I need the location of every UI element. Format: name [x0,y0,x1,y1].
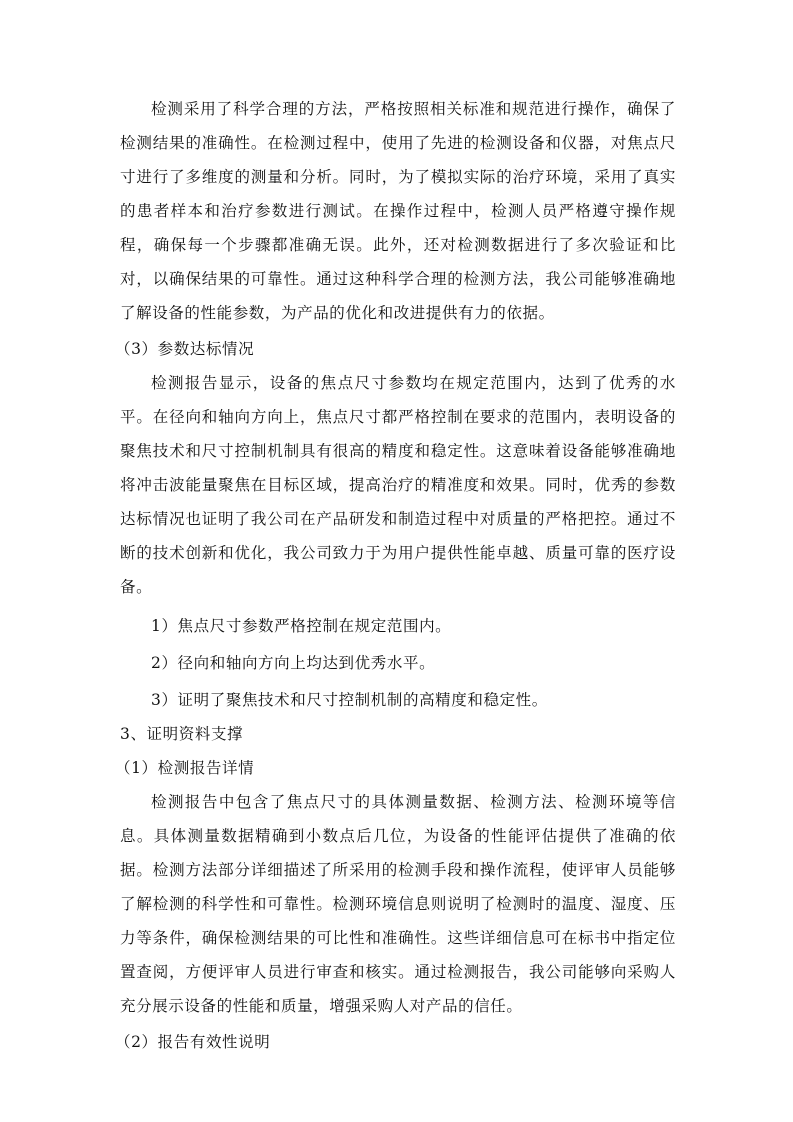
heading-report-validity: （2）报告有效性说明 [115,1033,271,1051]
list-item-2: 2）径向和轴向方向上均达到优秀水平。 [151,654,436,672]
paragraph-report-details: 检测报告中包含了焦点尺寸的具体测量数据、检测方法、检测环境等信息。具体测量数据精确到小数点后几位，为设备的性能评估提供了准确的依据。检测方法部分详细描述了所采用的检测手段和操作流程，使评审人员能够了解检测的科学性和可靠性。检测环境信息则说明了检测时的温度、湿度、压力等条件，确保检测结果的可比性和准确性。这些详细信息可在标书中指定位置查阅，方便评审人员进行审查和核实。通过检测报告，我公司能够向采购人充分展示设备的性能和质量，增强采购人对产品的信任。 [120,793,676,1015]
paragraph-test-method: 检测采用了科学合理的方法，严格按照相关标准和规范进行操作，确保了检测结果的准确性。在检测过程中，使用了先进的检测设备和仪器，对焦点尺寸进行了多维度的测量和分析。同时，为了模拟实际的治疗环境，采用了真实的患者样本和治疗参数进行测试。在操作过程中，检测人员严格遵守操作规程，确保每一个步骤都准确无误。此外，还对检测数据进行了多次验证和比对，以确保结果的可靠性。通过这种科学合理的检测方法，我公司能够准确地了解设备的性能参数，为产品的优化和改进提供有力的依据。 [120,100,676,322]
heading-parameter-compliance: （3）参数达标情况 [115,340,255,358]
list-item-1: 1）焦点尺寸参数严格控制在规定范围内。 [151,617,452,635]
document-page [115,92,676,1059]
list-item-3: 3）证明了聚焦技术和尺寸控制机制的高精度和稳定性。 [151,691,548,709]
paragraph-parameter-compliance: 检测报告显示，设备的焦点尺寸参数均在规定范围内，达到了优秀的水平。在径向和轴向方向上，焦点尺寸都严格控制在要求的范围内，表明设备的聚焦技术和尺寸控制机制具有很高的精度和稳定性。这意味着设备能够准确地将冲击波能量聚焦在目标区域，提高治疗的精准度和效果。同时，优秀的参数达标情况也证明了我公司在产品研发和制造过程中对质量的严格把控。通过不断的技术创新和优化，我公司致力于为用户提供性能卓越、质量可靠的医疗设备。 [120,374,676,596]
section-heading-evidence: 3、证明资料支撑 [120,725,244,743]
heading-report-details: （1）检测报告详情 [115,759,255,777]
